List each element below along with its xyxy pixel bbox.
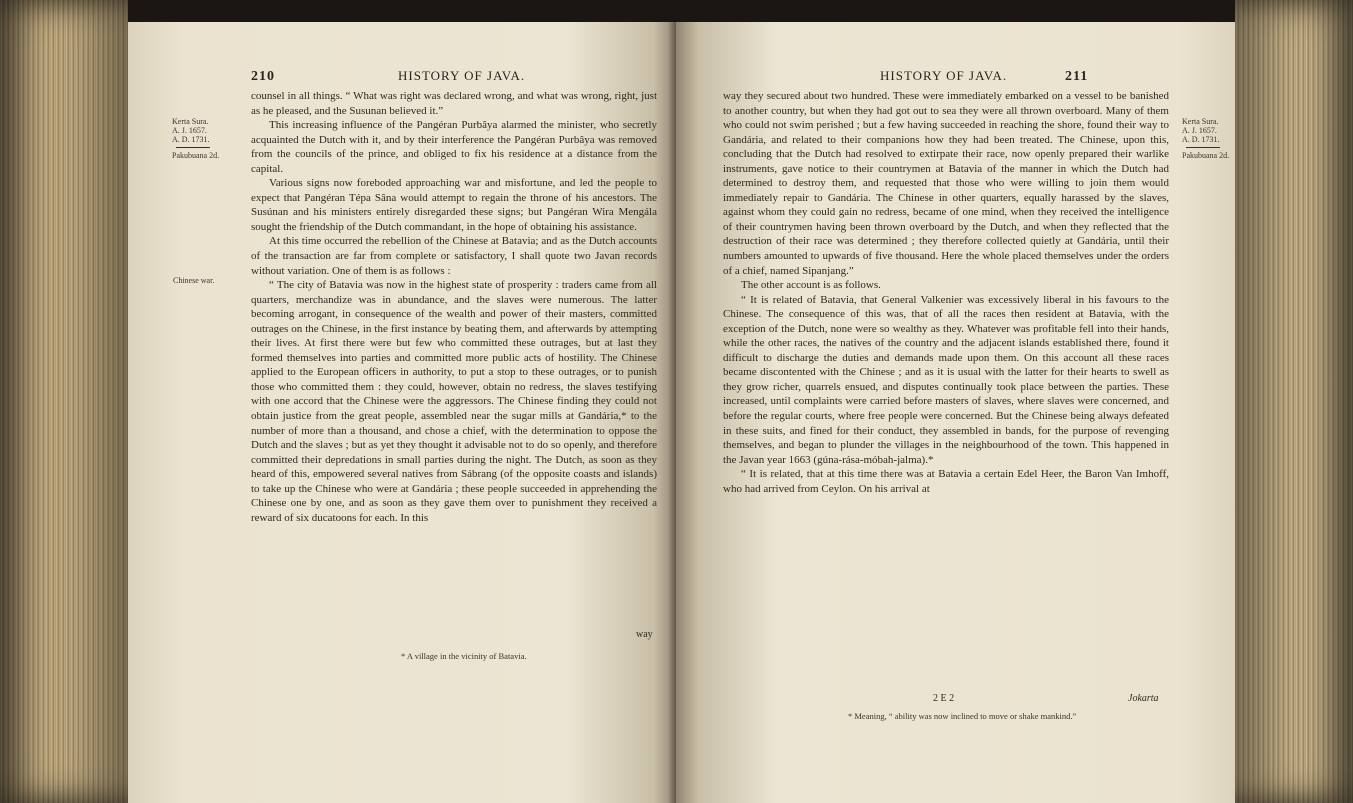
right-page-number: 211 <box>1065 69 1089 84</box>
paragraph: The other account is as follows. <box>741 279 881 292</box>
paragraph: This increasing influence of the Pangéran Purbâya alarmed the minister, who secretly acquainted the Dutch with it, and by their interference the Pangéran Purbâya was removed from the councils of the prince, and obliged to fix his residence at a distance from the capital. <box>251 119 657 175</box>
margin-ruler: Pakubuana 2d. <box>1182 151 1230 160</box>
left-page-number: 210 <box>251 69 275 84</box>
margin-note-chinese-war: Chinese war. <box>173 276 215 285</box>
right-catchword: Jokarta <box>1128 693 1159 704</box>
left-catchword: way <box>636 629 653 640</box>
margin-era: Kerta Sura. <box>172 117 209 126</box>
left-page-edges <box>0 0 128 803</box>
right-page-edges <box>1235 0 1353 803</box>
paragraph: Various signs now foreboded approaching war and misfortune, and led the people to expect that Pangéran Tépa Sâna would attempt to regain the throne of his ancestors. The Susúnan and his ministers entirely disregarded these signs; but Pangéran Wira Mengála sought the friendship of the Dutch commandant, in the hope of obtaining his assistance. <box>251 177 657 233</box>
right-body-text <box>723 89 1169 496</box>
right-margin-dates <box>1182 117 1229 160</box>
paragraph: At this time occurred the rebellion of the Chinese at Batavia; and as the Dutch accounts of the transaction are far from complete or satisfactory, I shall quote two Javan records without variation. One of them is as follows : <box>251 235 657 277</box>
margin-aj: A. J. 1657. <box>1182 126 1217 135</box>
right-footnote: * Meaning, “ ability was now inclined to move or shake mankind.” <box>848 711 1077 721</box>
margin-rule <box>176 147 210 148</box>
paragraph: way they secured about two hundred. These were immediately embarked on a vessel to be banished to another country, but when they had got out to sea they were all thrown overboard. Many of them who could not swim perished ; but a few having succeeded in reaching the shore, found their way to Gandária, and related to their companions how they had been treated. The Chinese, upon this, concluding that the Dutch had resolved to extirpate their race, now openly prepared their warlike instruments, gave notice to their countrymen at Batavia of the manner in which the Dutch had determined to destroy them, and requested that those who were willing to join them would immediately repair to Gandária. The Chinese in other quarters, equally harassed by the slaves, against whom they could gain no redress, became of one mind, when they received the intelligence of their countrymen having been thrown overboard by the Dutch, and when they reflected that the destruction of their race was determined ; they therefore collected quietly at Gandária, until their numbers amounted to upwards of five thousand. Here the whole placed themselves under the orders of a chief, named Sipanjang.” <box>723 90 1169 277</box>
paragraph: “ The city of Batavia was now in the highest state of prosperity : traders came from all quarters, merchandize was in abundance, and the slaves were numerous. The latter becoming arrogant, in consequence of the wealth and power of their masters, committed outrages on the Chinese, in the first instance by beating them, and afterwards by attempting their lives. At first there were but few who committed these outrages, but at last they formed themselves into parties and committed more public acts of hostility. The Chinese applied to the European officers in authority, to put a stop to these outrages, or to punish those who committed them : they could, however, obtain no redress, the slaves testifying with one accord that the Chinese were the aggressors. The Chinese finding they could not obtain justice from the great people, assembled near the sugar mills at Gandária,* to the number of more than a thousand, and chose a chief, with the determination to oppose the Dutch and the slaves ; but as yet they thought it advisable not to do so openly, and therefore committed their depredations in small parties during the night. The Dutch, as soon as they heard of this, empowered several natives from Sábrang (of the opposite coasts and islands) to take up the Chinese who were at Gandária ; these people succeeded in apprehending the Chinese one by one, and as soon as they gave them over to punishment they received a reward of six ducatoons for each. In this <box>251 279 657 524</box>
left-margin-dates <box>172 117 219 160</box>
margin-era: Kerta Sura. <box>1182 117 1219 126</box>
right-running-head: HISTORY OF JAVA. <box>880 68 1008 83</box>
left-footnote: * A village in the vicinity of Batavia. <box>401 651 527 661</box>
paragraph: “ It is related, that at this time there was at Batavia a certain Edel Heer, the Baron Van Imhoff, who had arrived from Ceylon. On his arrival at <box>723 468 1169 495</box>
right-signature-mark: 2 E 2 <box>933 693 955 704</box>
margin-aj: A. J. 1657. <box>172 126 207 135</box>
paragraph: “ It is related of Batavia, that General Valkenier was excessively liberal in his favours to the Chinese. The consequence of this was, that of all the races then resident at Batavia, with the exception of the Dutch, none were so wealthy as they. Whatever was profitable fell into their hands, while the other races, the natives of the country and the adjacent islands established there, found it difficult to discharge the duties and demands made upon them. On this account all these races became discontented with the Chinese ; and as it is usual with the latter for their hearts to swell as they grow richer, quarrels ensued, and disputes continually took place between the parties. These increased, until complaints were carried before masters of slaves, where slaves were concerned, and before the regular courts, where free people were concerned. But the Chinese being always defeated in these suits, and fined for their conduct, they assembled in bands, for the purpose of revenging themselves, and began to plunder the villages in the neighbourhood of the town. This happened in the Javan year 1663 (gúna-rása-móbah-jalma).* <box>723 293 1169 466</box>
margin-ruler: Pakubuana 2d. <box>172 151 220 160</box>
margin-ad: A. D. 1731. <box>172 135 210 144</box>
paragraph: counsel in all things. “ What was right was declared wrong, and what was wrong, right, just as he pleased, and the Susunan believed it.” <box>251 90 657 117</box>
left-running-head: HISTORY OF JAVA. <box>398 68 526 83</box>
margin-rule <box>1186 147 1220 148</box>
left-body-text <box>251 89 657 525</box>
margin-ad: A. D. 1731. <box>1182 135 1220 144</box>
